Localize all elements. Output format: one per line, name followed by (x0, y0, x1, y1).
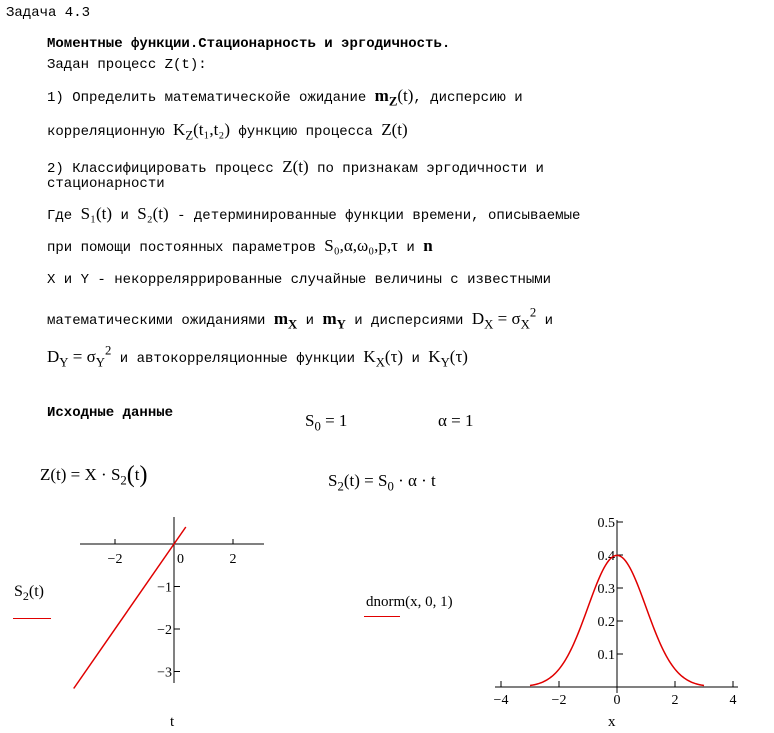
xy-line2: математическими ожиданиями $m_X$ и $m_Y$ и дисперсиями $D_X = \sigma_X^2$ и (47, 305, 554, 332)
plot2-legend-line (364, 616, 400, 617)
plot1-xlabel: t (170, 714, 175, 730)
plot1-s2-linear (60, 505, 280, 695)
plot2-y-tick-label: 0.4 (597, 549, 615, 564)
where-line2: при помощи постоянных параметров S₀,α,ω₀,p,τ и n (47, 236, 433, 256)
alpha-definition: α = 1 (438, 411, 474, 430)
given-process-text: Задан процесс Z(t): (47, 57, 207, 73)
plot2-x-tick-label: 2 (671, 693, 679, 705)
plot1-x-tick-label: 0 (177, 552, 184, 567)
plot1-x-tick-label: 2 (229, 552, 237, 567)
plot2-x-tick-label: −2 (551, 693, 567, 705)
plot1-y-tick-label: −3 (157, 665, 172, 681)
plot2-y-tick-label: 0.3 (597, 582, 615, 597)
plot1-y-tick-label: −1 (157, 580, 172, 596)
plot1-trace (74, 527, 186, 689)
item2-line1: 2) Классифицировать процесс Z(t) по признакам эргодичности и (47, 157, 544, 177)
plot2-y-tick-label: 0.2 (597, 615, 615, 630)
section-heading: Моментные функции.Стационарность и эргодичность. (47, 36, 451, 52)
plot2-y-tick-label: 0.1 (597, 648, 615, 663)
z-definition: $Z(t) = X \cdot S_2(t)$ (40, 462, 148, 488)
item1-line2: корреляционную $K_Z(t_1,t_2)$ функцию процесса Z(t) (47, 120, 408, 143)
plot2-y-tick-label: 0.5 (597, 516, 615, 531)
plot2-normal-density (480, 505, 750, 705)
plot1-y-tick-label: −2 (157, 623, 172, 638)
source-data-heading: Исходные данные (47, 405, 174, 421)
plot1-ylabel: $S_2(t)$ (14, 583, 45, 604)
s2-definition: $S_2(t) = S_0 \cdot \alpha \cdot t$ (328, 471, 436, 494)
plot2-xlabel: x (608, 714, 616, 730)
xy-line1: X и Y - некорреляррированные случайные величины с известными (47, 272, 552, 288)
item2-line2: стационарности (47, 176, 165, 192)
plot2-x-tick-label: −4 (493, 693, 509, 705)
task-title: Задача 4.3 (6, 5, 91, 21)
plot2-x-tick-label: 4 (729, 693, 737, 705)
where-line1: Где S₁(t) и S₂(t) - детерминированные функции времени, описываемые (47, 204, 581, 224)
plot1-legend-line (13, 618, 51, 619)
xy-line3: $D_Y = \sigma_Y^2$ и автокорреляционные функции $K_X(\tau)$ и $K_Y(\tau)$ (47, 343, 468, 370)
plot1-x-tick-label: −2 (107, 552, 123, 567)
item1-line1: 1) Определить математическойе ожидание $m_Z(t)$, дисперсию и (47, 86, 523, 109)
plot2-ylabel: dnorm(x, 0, 1) (366, 594, 453, 610)
plot2-x-tick-label: 0 (613, 693, 621, 705)
s0-definition: $S_0 = 1$ (305, 411, 348, 434)
